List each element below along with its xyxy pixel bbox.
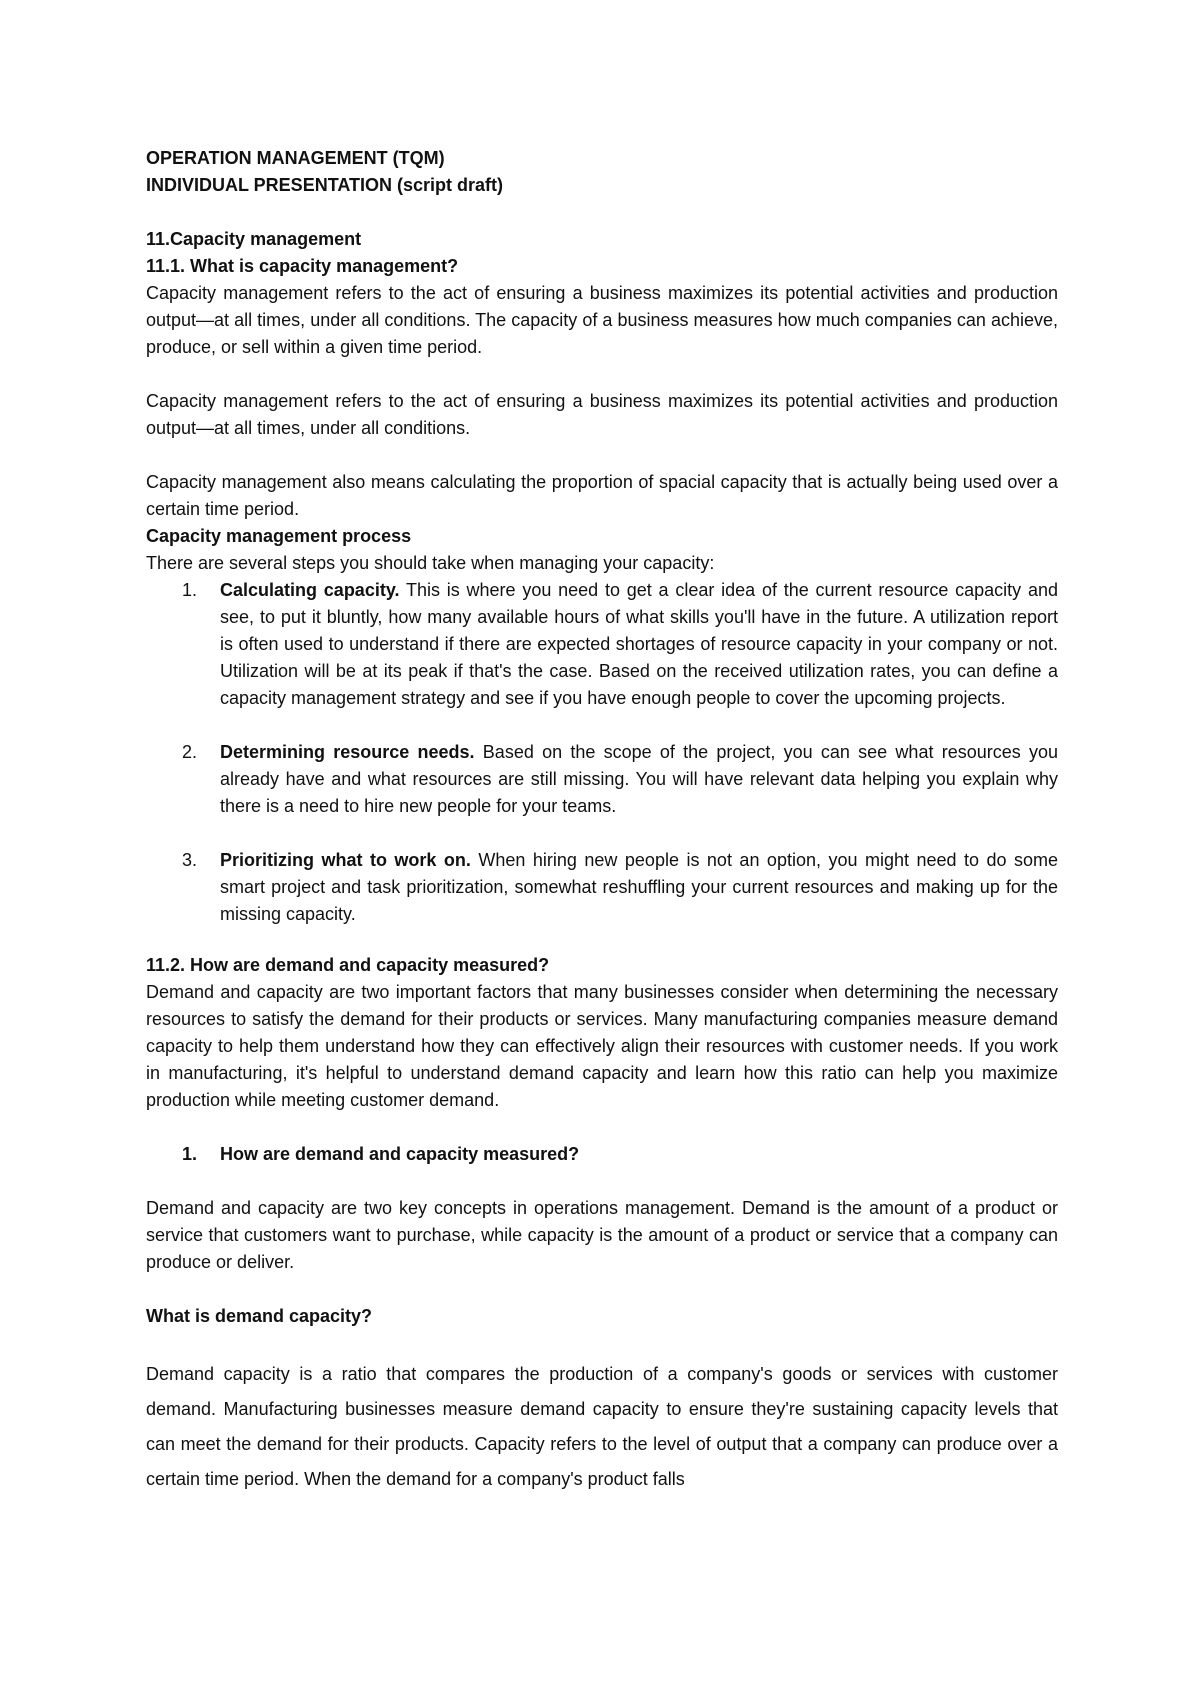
step-text: This is where you need to get a clear idea of the current resource capacity and see, to put it bluntly, how many available hours of what skills you'll have in the future. A utilization report is often used to understand if there are expected shortages of resource capacity in your company or not. Utilization will be at its peak if that's the case. Based on the received utilization rates, you can define a capacity management strategy and see if you have enough people to cover the upcoming projects.: [220, 580, 1058, 708]
list-number: 1.: [182, 580, 198, 600]
question-heading: What is demand capacity?: [146, 1306, 373, 1326]
process-steps-list: [146, 577, 1058, 928]
question-heading: How are demand and capacity measured?: [220, 1144, 580, 1164]
subsection-heading-11-2: 11.2. How are demand and capacity measured?: [146, 955, 550, 975]
list-item: [146, 847, 1058, 928]
paragraph: Capacity management also means calculating the proportion of spacial capacity that is actually being used over a certain time period.: [146, 472, 1058, 519]
section-heading: 11.Capacity management: [146, 229, 362, 249]
process-intro: There are several steps you should take when managing your capacity:: [146, 553, 715, 573]
process-heading: Capacity management process: [146, 526, 412, 546]
document-title: OPERATION MANAGEMENT (TQM): [146, 148, 445, 168]
step-text: Based on the scope of the project, you can see what resources you already have and what resources are still missing. You will have relevant data helping you explain why there is a need to hire new people for your teams.: [220, 742, 1058, 816]
list-number: 3.: [182, 850, 198, 870]
question-list: [146, 1141, 1058, 1168]
step-title: Calculating capacity.: [220, 580, 400, 600]
paragraph: Demand and capacity are two key concepts in operations management. Demand is the amount of a product or service that customers want to purchase, while capacity is the amount of a product or service that a company can produce or deliver.: [146, 1198, 1058, 1272]
list-number: 1.: [182, 1144, 198, 1164]
list-item: [146, 577, 1058, 712]
list-item: [146, 739, 1058, 820]
list-item: [146, 1141, 1058, 1168]
paragraph: Capacity management refers to the act of ensuring a business maximizes its potential activities and production output—at all times, under all conditions. The capacity of a business measures how much companies can achieve, produce, or sell within a given time period.: [146, 283, 1058, 357]
step-text: When hiring new people is not an option, you might need to do some smart project and task prioritization, somewhat reshuffling your current resources and making up for the missing capacity.: [220, 850, 1058, 924]
paragraph: Capacity management refers to the act of ensuring a business maximizes its potential activities and production output—at all times, under all conditions.: [146, 391, 1058, 438]
paragraph: Demand capacity is a ratio that compares the production of a company's goods or services with customer demand. Manufacturing businesses measure demand capacity to ensure they're sustaining capacity levels that can meet the demand for their products. Capacity refers to the level of output that a company can produce over a certain time period. When the demand for a company's product falls: [146, 1364, 1058, 1489]
step-title: Prioritizing what to work on.: [220, 850, 471, 870]
list-number: 2.: [182, 742, 198, 762]
paragraph: Demand and capacity are two important factors that many businesses consider when determining the necessary resources to satisfy the demand for their products or services. Many manufacturing companies measure demand capacity to help them understand how they can effectively align their resources with customer needs. If you work in manufacturing, it's helpful to understand demand capacity and learn how this ratio can help you maximize production while meeting customer demand.: [146, 982, 1058, 1110]
step-title: Determining resource needs.: [220, 742, 475, 762]
subsection-heading-11-1: 11.1. What is capacity management?: [146, 256, 459, 276]
document-subtitle: INDIVIDUAL PRESENTATION (script draft): [146, 175, 504, 195]
